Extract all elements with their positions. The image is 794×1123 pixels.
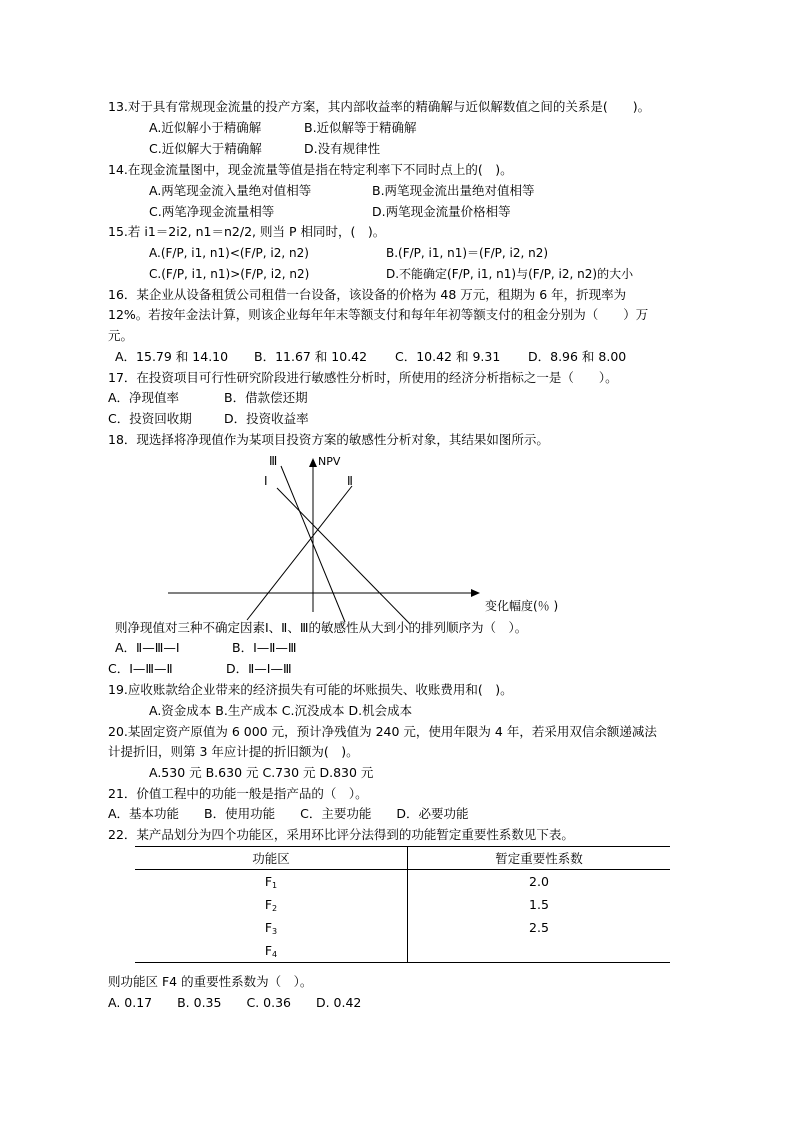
- q18-stem: 18．现选择将净现值作为某项目投资方案的敏感性分析对象，其结果如图所示。: [108, 432, 549, 447]
- q15-option-d: D.不能确定(F/P, i1, n1)与(F/P, i2, n2)的大小: [386, 267, 634, 281]
- table-row: [135, 916, 670, 939]
- q16-stem-line3: 元。: [108, 328, 134, 343]
- q18-option-c: C．Ⅰ—Ⅲ—Ⅱ: [108, 661, 173, 676]
- q20-stem-line1: 20.某固定资产原值为 6 000 元，预计净残值为 240 元，使用年限为 4 年，若采用双信余额递减法: [108, 724, 657, 739]
- q14-stem: 14.在现金流量图中，现金流量等值是指在特定利率下不同时点上的( )。: [108, 162, 513, 177]
- table-cell-area-sub: 3: [272, 926, 278, 936]
- table-cell-area-sub: 2: [272, 903, 278, 913]
- chart-label-npv: NPV: [318, 455, 341, 468]
- table-header-function-area: 功能区: [135, 847, 408, 870]
- q15-option-a: A.(F/P, i1, n1)<(F/P, i2, n2): [149, 246, 309, 260]
- q15-stem: 15.若 i1＝2i2, n1＝n2/2, 则当 P 相同时，( )。: [108, 224, 386, 239]
- q16-option-b: B．11.67 和 10.42: [254, 349, 368, 364]
- chart-label-iii: Ⅲ: [269, 454, 278, 468]
- table-cell-area-letter: F: [264, 919, 273, 935]
- table-cell-area-letter: F: [264, 896, 273, 912]
- q15-option-b: B.(F/P, i1, n1)＝(F/P, i2, n2): [386, 246, 549, 260]
- table-cell-area-letter: F: [264, 942, 273, 958]
- q14-option-d: D.两笔现金流量价格相等: [372, 204, 511, 219]
- q15-option-c: C.(F/P, i1, n1)>(F/P, i2, n2): [149, 267, 310, 281]
- q16-option-a: A．15.79 和 14.10: [115, 349, 229, 364]
- q22-stem: 22．某产品划分为四个功能区，采用环比评分法得到的功能暂定重要性系数见下表。: [108, 827, 574, 842]
- q16-option-d: D．8.96 和 8.00: [528, 349, 627, 364]
- q16-stem-line2: 12%。若按年金法计算，则该企业每年年末等额支付和每年年初等额支付的租金分别为（ ）万: [108, 307, 649, 322]
- q13-stem: 13.对于具有常规现金流量的投产方案，其内部收益率的精确解与近似解数值之间的关系是( )。: [108, 99, 651, 114]
- table-cell-area: [135, 893, 408, 916]
- q14-option-c: C.两笔净现金流量相等: [149, 204, 275, 219]
- table-header-coefficient: 暂定重要性系数: [408, 847, 671, 870]
- table-cell-area: [135, 870, 408, 894]
- q18-option-d: D．Ⅱ—Ⅰ—Ⅲ: [226, 661, 292, 676]
- q21-stem: 21．价值工程中的功能一般是指产品的（ ）。: [108, 786, 368, 801]
- q20-stem-line2: 计提折旧，则第 3 年应计提的折旧额为( )。: [108, 744, 359, 759]
- table-cell-area: [135, 939, 408, 963]
- table-cell-value: 1.5: [529, 897, 549, 912]
- q20-options: A.530 元 B.630 元 C.730 元 D.830 元: [149, 765, 374, 780]
- q18-option-b: B．Ⅰ—Ⅱ—Ⅲ: [232, 640, 297, 655]
- chart-y-axis-arrow: [309, 458, 317, 467]
- table-cell-value: 2.0: [529, 874, 549, 889]
- q17-stem: 17．在投资项目可行性研究阶段进行敏感性分析时，所使用的经济分析指标之一是（ ）。: [108, 370, 618, 385]
- table-header-row: [135, 847, 670, 870]
- table-cell-area-sub: 4: [272, 949, 278, 959]
- q13-option-d: D.没有规律性: [304, 141, 381, 156]
- q17-option-c: C．投资回收期: [108, 411, 192, 426]
- q13-option-b: B.近似解等于精确解: [304, 120, 417, 135]
- table-row: [135, 893, 670, 916]
- q21-options: A．基本功能 B．使用功能 C．主要功能 D．必要功能: [108, 806, 469, 821]
- table-row: [135, 939, 670, 963]
- table-cell-value: 2.5: [529, 920, 549, 935]
- q22-options: A. 0.17 B. 0.35 C. 0.36 D. 0.42: [108, 995, 362, 1010]
- chart-label-ii: Ⅱ: [347, 474, 353, 488]
- chart-x-label: 变化幅度(％ ): [485, 599, 559, 613]
- q19-options: A.资金成本 B.生产成本 C.沉没成本 D.机会成本: [149, 703, 413, 718]
- q13-option-c: C.近似解大于精确解: [149, 141, 262, 156]
- table-cell-area-sub: 1: [272, 880, 278, 890]
- q17-option-d: D．投资收益率: [224, 411, 309, 426]
- q22-after-table: 则功能区 F4 的重要性系数为（ ）。: [108, 974, 313, 989]
- table-row: [135, 870, 670, 894]
- q13-option-a: A.近似解小于精确解: [149, 120, 262, 135]
- q18-option-a: A．Ⅱ—Ⅲ—Ⅰ: [115, 640, 180, 655]
- q17-option-a: A．净现值率: [108, 390, 180, 405]
- q14-option-b: B.两笔现金流出量绝对值相等: [372, 183, 535, 198]
- q16-option-c: C．10.42 和 9.31: [395, 349, 501, 364]
- function-area-table: [135, 846, 670, 963]
- q18-after-chart: 则净现值对三种不确定因素Ⅰ、Ⅱ、Ⅲ的敏感性从大到小的排列顺序为（ ）。: [115, 620, 528, 635]
- table-cell-value: [408, 939, 671, 963]
- table-cell-area-letter: F: [264, 873, 273, 889]
- q16-stem-line1: 16．某企业从设备租赁公司租借一台设备，该设备的价格为 48 万元，租期为 6 年，折现率为: [108, 287, 627, 302]
- table-cell-area: [135, 916, 408, 939]
- q14-option-a: A.两笔现金流入量绝对值相等: [149, 183, 312, 198]
- chart-x-axis-arrow: [471, 589, 480, 597]
- chart-label-i: Ⅰ: [264, 474, 268, 488]
- q17-option-b: B．借款偿还期: [224, 390, 308, 405]
- q19-stem: 19.应收账款给企业带来的经济损失有可能的坏账损失、收账费用和( )。: [108, 682, 513, 697]
